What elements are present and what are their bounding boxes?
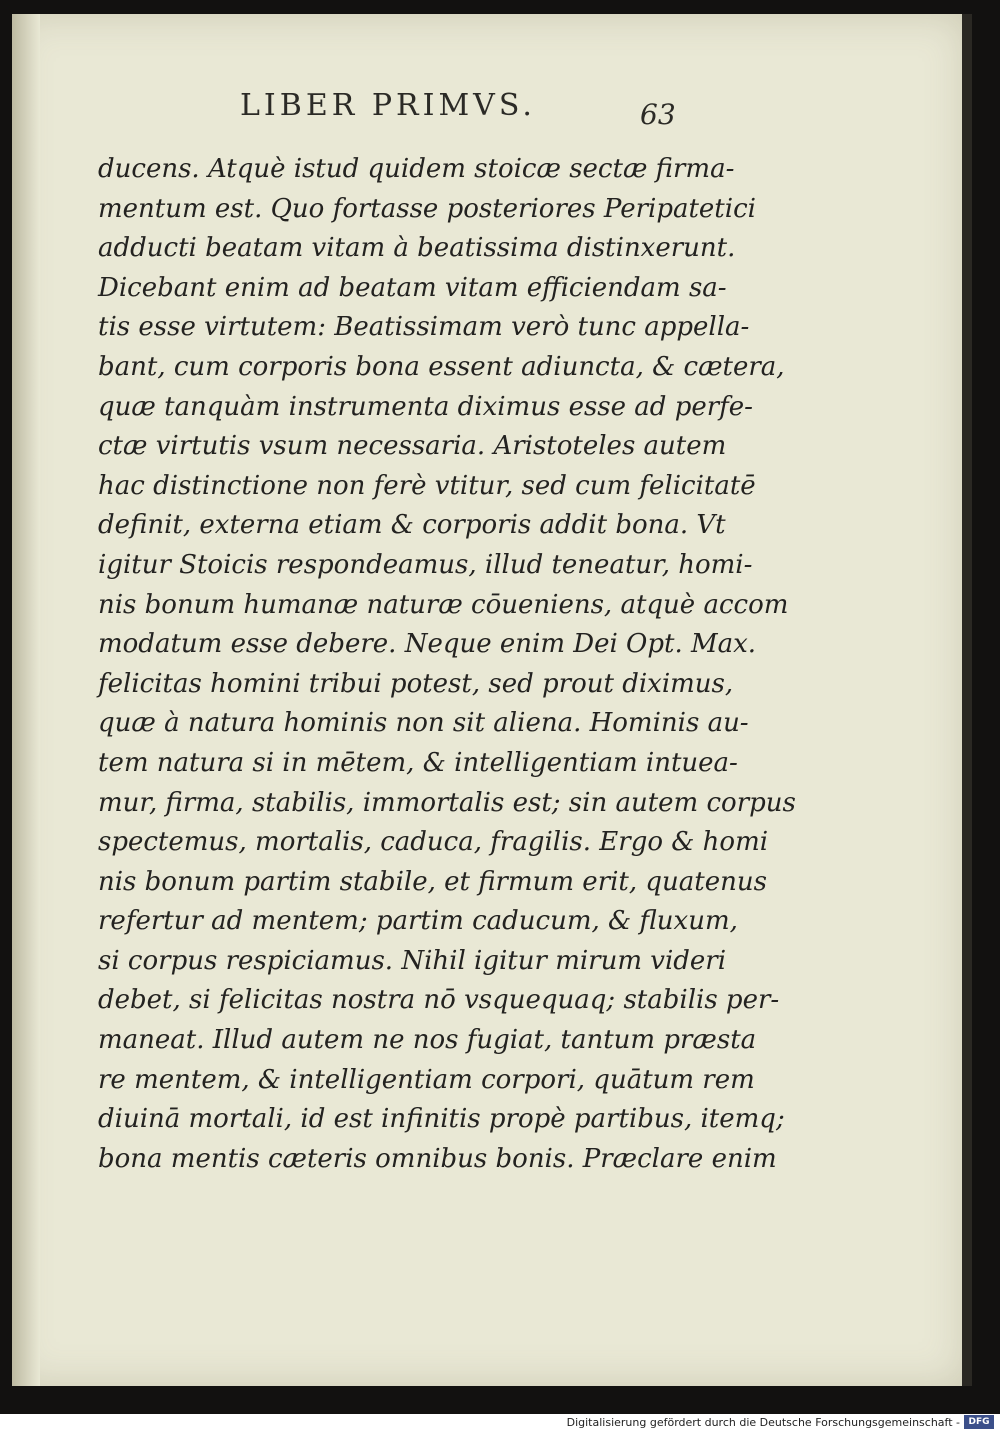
text-line: nis bonum partim stabile, et firmum erit, quatenus [98, 866, 767, 897]
text-line: re mentem, & intelligentiam corpori, quātum rem [98, 1064, 755, 1095]
text-line: bona mentis cæteris omnibus bonis. Præclare enim [98, 1143, 777, 1174]
text-line: modatum esse debere. Neque enim Dei Opt. Max. [98, 629, 757, 660]
text-line: mur, firma, stabilis, immortalis est; sin autem corpus [98, 787, 796, 818]
text-line: spectemus, mortalis, caduca, fragilis. Ergo & homi [98, 827, 769, 858]
page-gutter-shadow [12, 14, 40, 1386]
text-line: bant, cum corporis bona essent adiuncta, & cætera, [98, 351, 785, 382]
body-text [98, 150, 796, 1179]
text-line: si corpus respiciamus. Nihil igitur mirum videri [98, 945, 727, 976]
text-line: tem natura si in mētem, & intelligentiam intuea- [98, 747, 738, 778]
text-line: quæ à natura hominis non sit aliena. Hominis au- [98, 708, 749, 739]
text-line: refertur ad mentem; partim caducum, & fluxum, [98, 906, 738, 937]
text-line: hac distinctione non ferè vtitur, sed cum felicitatē [98, 470, 756, 501]
text-line: Dicebant enim ad beatam vitam efficiendam sa- [98, 272, 727, 303]
text-line: definit, externa etiam & corporis addit bona. Vt [98, 510, 726, 541]
text-line: debet, si felicitas nostra nō vsquequaq; stabilis per- [98, 985, 780, 1016]
text-line: quæ tanquàm instrumenta diximus esse ad perfe- [98, 391, 753, 422]
digitization-credit: Digitalisierung gefördert durch die Deutsche Forschungsgemeinschaft - [566, 1416, 960, 1429]
text-line: felicitas homini tribui potest, sed prout diximus, [98, 668, 734, 699]
page-number: 63 [640, 98, 676, 131]
text-line: maneat. Illud autem ne nos fugiat, tantum præsta [98, 1025, 757, 1056]
text-line: mentum est. Quo fortasse posteriores Peripatetici [98, 193, 756, 224]
text-line: adducti beatam vitam à beatissima distinxerunt. [98, 233, 736, 264]
text-line: nis bonum humanæ naturæ cōueniens, atquè accom [98, 589, 789, 620]
page-right-edge [962, 14, 972, 1386]
text-line: igitur Stoicis respondeamus, illud teneatur, homi- [98, 549, 753, 580]
text-line: ctæ virtutis vsum necessaria. Aristoteles autem [98, 431, 727, 462]
running-head: LIBER PRIMVS. [240, 88, 536, 123]
text-line: tis esse virtutem: Beatissimam verò tunc appella- [98, 312, 750, 343]
text-line: diuinā mortali, id est infinitis propè partibus, itemq; [98, 1104, 785, 1135]
text-line: ducens. Atquè istud quidem stoicæ sectæ firma- [98, 154, 735, 184]
dfg-logo: DFG [964, 1415, 994, 1429]
